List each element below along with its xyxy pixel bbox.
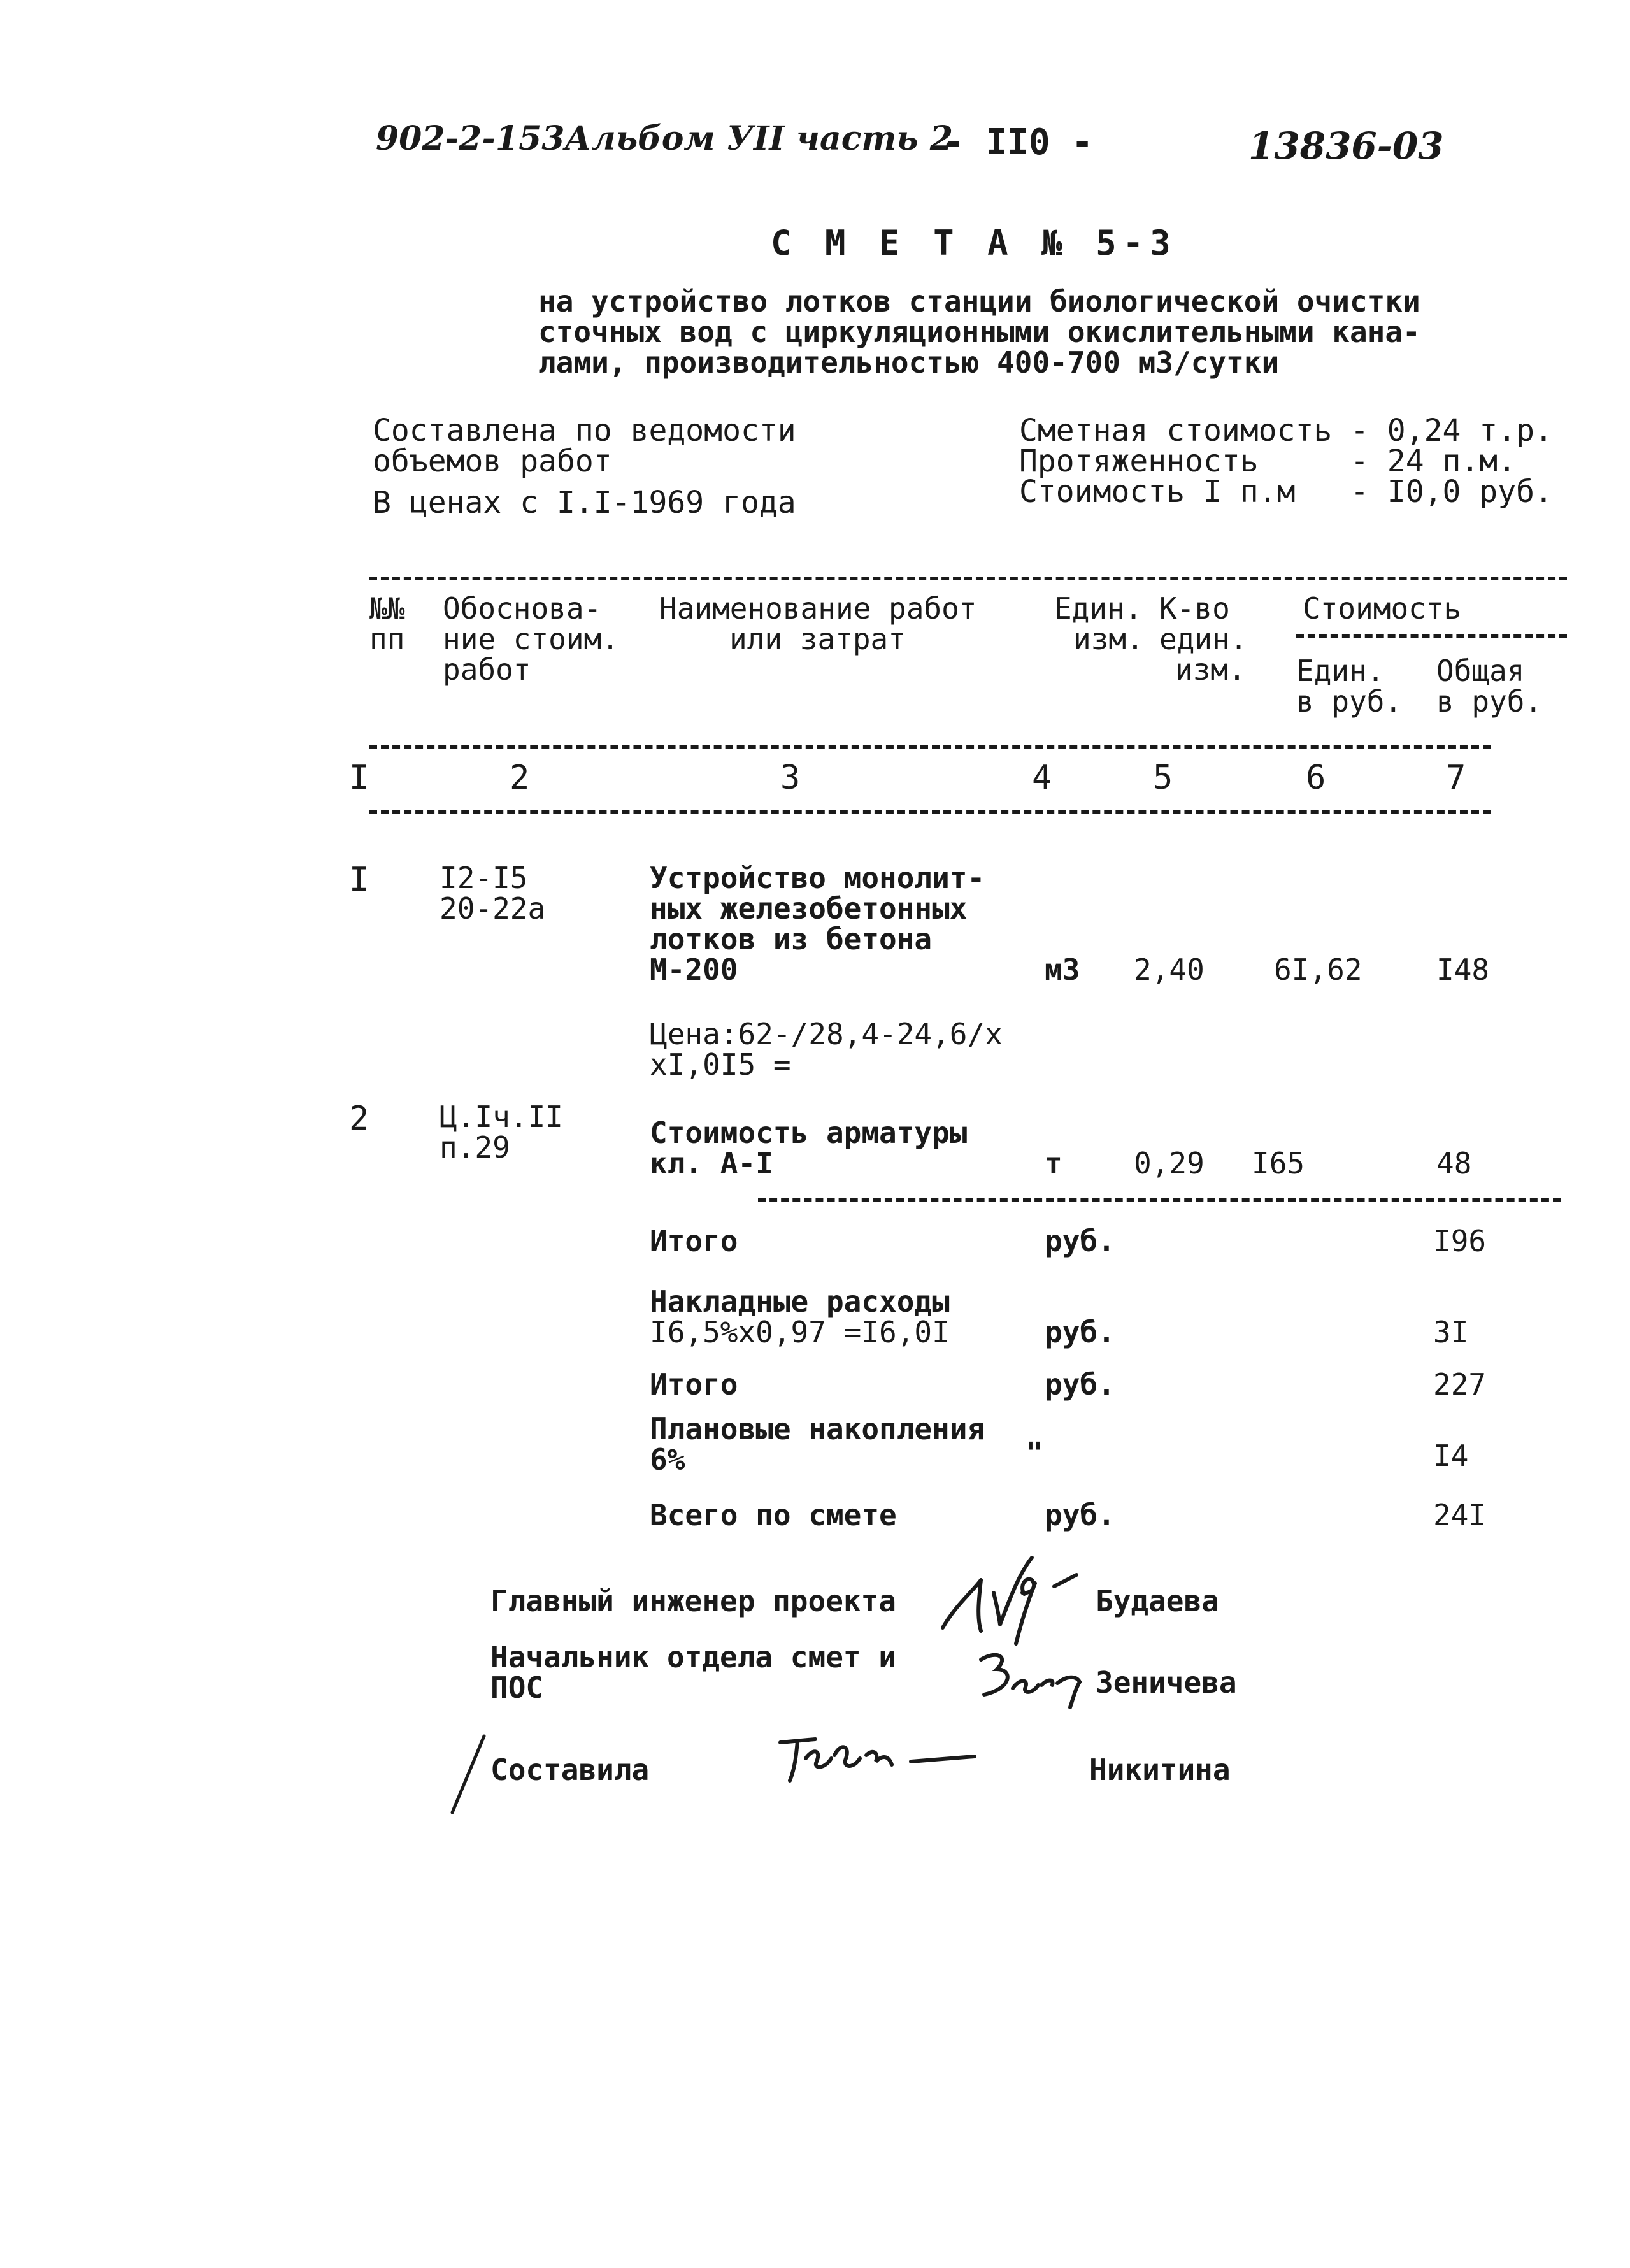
row-2-basis-2: п.29 — [440, 1130, 510, 1165]
row-2-num: 2 — [349, 1100, 369, 1138]
row-1-basis-1: I2-I5 — [440, 861, 528, 895]
row-1-unit: м3 — [1045, 952, 1080, 987]
summary-subtotal-total: I96 — [1433, 1224, 1487, 1258]
page-number: - II0 - — [943, 122, 1094, 163]
header-basis-1: Обоснова- — [443, 591, 602, 626]
column-number-2: 2 — [510, 759, 530, 797]
header-unit-1: Един. — [1054, 591, 1143, 626]
cost-per-meter-label: Стоимость I п.м — [1019, 474, 1296, 510]
document-number: 13836-03 — [1248, 124, 1444, 168]
summary-grand-total-label: Всего по смете — [650, 1498, 897, 1532]
header-cost: Стоимость — [1303, 591, 1462, 626]
signature-chief-engineer-mark — [936, 1554, 1096, 1644]
signature-chief-engineer-name: Будаева — [1096, 1584, 1219, 1618]
header-name-2: или затрат — [729, 622, 906, 656]
row-1-name-2: ных железобетонных — [650, 891, 968, 926]
signature-compiler-slash — [446, 1733, 497, 1816]
row-1-num: I — [349, 861, 369, 899]
summary-overhead-total: 3I — [1433, 1315, 1469, 1349]
document-title: С М Е Т А № 5-3 — [771, 223, 1177, 263]
header-qty-3: изм. — [1175, 652, 1246, 687]
header-basis-3: работ — [443, 652, 531, 687]
row-2-unit-price: I65 — [1252, 1146, 1305, 1181]
header-unit-2: изм. — [1073, 622, 1144, 656]
row-2-qty: 0,29 — [1134, 1146, 1205, 1181]
signature-head-role-2: ПОС — [490, 1670, 544, 1705]
row-1-total: I48 — [1436, 952, 1490, 987]
summary-grand-total-total: 24I — [1433, 1498, 1487, 1532]
compiled-by: Составлена по ведомости — [373, 413, 796, 449]
column-numbers-top-rule — [369, 745, 1491, 749]
summary-overhead-label-1: Накладные расходы — [650, 1284, 950, 1319]
summary-planned-savings-unit: " — [1026, 1436, 1043, 1470]
subtitle-line-2: сточных вод с циркуляционными окислительными кана- — [538, 315, 1420, 349]
subtitle-line-3: лами, производительностью 400-700 м3/сутки — [538, 345, 1280, 380]
summary-subtotal-label: Итого — [650, 1224, 738, 1258]
header-qty-2: един. — [1159, 622, 1248, 656]
cost-per-meter-value: - I0,0 руб. — [1350, 474, 1553, 510]
header-total-1: Общая — [1436, 654, 1525, 688]
row-2-total: 48 — [1436, 1146, 1472, 1181]
signature-compiler-mark — [771, 1730, 987, 1793]
header-name-1: Наименование работ — [659, 591, 977, 626]
header-num-1: №№ — [369, 591, 405, 626]
row-1-name-4: М-200 — [650, 952, 738, 987]
summary-overhead-unit: руб. — [1045, 1315, 1115, 1349]
column-number-1: I — [349, 759, 369, 797]
signature-compiler-role: Составила — [490, 1753, 650, 1787]
header-unit-price-1: Един. — [1296, 654, 1385, 688]
summary-planned-savings-label-2: 6% — [650, 1442, 685, 1477]
summary-planned-savings-total: I4 — [1433, 1439, 1469, 1473]
header-qty-1: К-во — [1159, 591, 1230, 626]
summary-grand-total-unit: руб. — [1045, 1498, 1115, 1532]
row-2-name-1: Стоимость арматуры — [650, 1116, 968, 1150]
row-1-qty: 2,40 — [1134, 952, 1205, 987]
row-2-name-2: кл. А-I — [650, 1146, 773, 1181]
summary-subtotal-2-label: Итого — [650, 1367, 738, 1402]
subtitle-line-1: на устройство лотков станции биологической очистки — [538, 284, 1420, 319]
column-numbers-bottom-rule — [369, 810, 1491, 814]
length-value: - 24 п.м. — [1350, 443, 1517, 479]
signature-chief-engineer-role: Главный инженер проекта — [490, 1584, 896, 1618]
column-number-4: 4 — [1032, 759, 1052, 797]
items-bottom-rule — [758, 1198, 1561, 1202]
row-1-note-2: хI,0I5 = — [650, 1047, 791, 1082]
column-number-5: 5 — [1153, 759, 1173, 797]
estimated-cost-label: Сметная стоимость — [1019, 413, 1333, 449]
header-total-2: в руб. — [1436, 684, 1543, 719]
album-reference: 902-2-153Альбом УII часть 2 — [376, 119, 954, 158]
estimated-cost-value: - 0,24 т.р. — [1350, 413, 1553, 449]
row-1-unit-price: 6I,62 — [1274, 952, 1362, 987]
row-1-name-3: лотков из бетона — [650, 922, 933, 956]
table-top-rule — [369, 577, 1567, 580]
length-label: Протяженность — [1019, 443, 1259, 479]
column-number-7: 7 — [1446, 759, 1466, 797]
price-base: В ценах с I.I-1969 года — [373, 485, 796, 520]
row-2-basis-1: Ц.Iч.II — [440, 1100, 563, 1134]
column-number-3: 3 — [780, 759, 801, 797]
summary-subtotal-2-unit: руб. — [1045, 1367, 1115, 1402]
signature-head-name: Зеничева — [1096, 1665, 1237, 1700]
row-1-basis-2: 20-22а — [440, 891, 546, 926]
signature-head-role-1: Начальник отдела смет и — [490, 1640, 896, 1674]
column-number-6: 6 — [1306, 759, 1326, 797]
compiled-by-2: объемов работ — [373, 443, 612, 479]
summary-subtotal-unit: руб. — [1045, 1224, 1115, 1258]
row-1-note-1: Цена:62-/28,4-24,6/х — [650, 1017, 1003, 1051]
header-cost-rule — [1296, 634, 1567, 638]
header-num-2: пп — [369, 622, 405, 656]
signature-head-mark — [968, 1644, 1108, 1714]
summary-overhead-label-2: I6,5%х0,97 =I6,0I — [650, 1315, 950, 1349]
header-unit-price-2: в руб. — [1296, 684, 1403, 719]
signature-compiler-name: Никитина — [1089, 1753, 1231, 1787]
summary-planned-savings-label-1: Плановые накопления — [650, 1412, 985, 1446]
summary-subtotal-2-total: 227 — [1433, 1367, 1487, 1402]
row-1-name-1: Устройство монолит- — [650, 861, 985, 895]
row-2-unit: т — [1045, 1146, 1062, 1181]
header-basis-2: ние стоим. — [443, 622, 619, 656]
